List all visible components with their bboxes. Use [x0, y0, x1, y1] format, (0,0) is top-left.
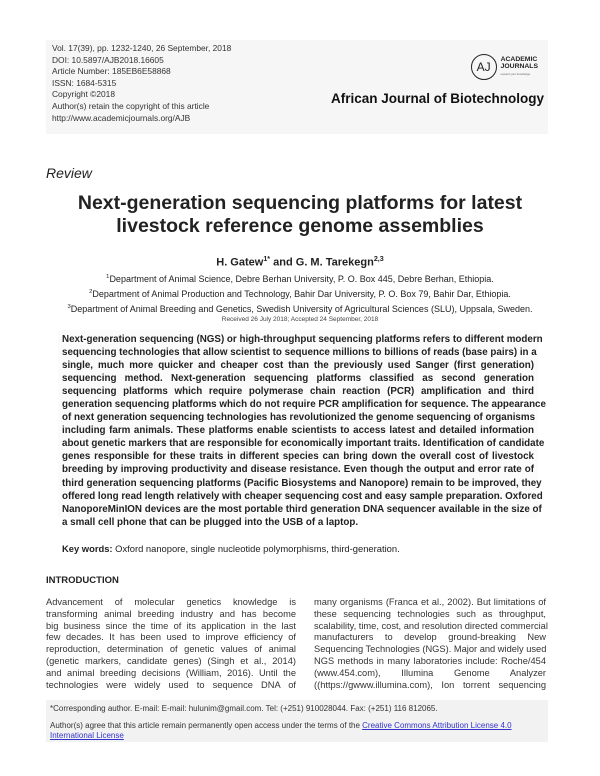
body-line: scalability, time, cost, and resolution directed commercial [314, 620, 548, 631]
body-line: transforming animal breeding industry and has become [46, 608, 296, 619]
authors [0, 255, 600, 269]
keywords [62, 543, 400, 554]
body-line: Advancement of molecular genetics knowledge is [46, 597, 296, 607]
body-line: NGS methods in many laboratories include: Roche/454 [314, 655, 546, 666]
body-line: big business since the time of its application in the last [46, 620, 296, 631]
abstract-line: Next-generation sequencing (NGS) or high-throughput sequencing platforms refers to different modern [62, 334, 543, 345]
abstract-line: about genetic markers that are responsible for economically important traits. Identification of candidate [62, 438, 545, 450]
keywords-label: Key words: [62, 543, 113, 554]
metadata-line: Copyright ©2018 [52, 89, 115, 100]
body-line: many organisms (Franca et al., 2002). But limitations of [314, 597, 546, 607]
metadata-line: Vol. 17(39), pp. 1232-1240, 26 September, 2018 [52, 43, 232, 53]
academic-journals-logo [471, 54, 538, 80]
abstract-line: including farm animals. These platforms enable scientists to access latest and detailed information [62, 425, 534, 437]
abstract-line: single, much more quicker and cheaper cost than the previously used Sanger (first generation) [62, 360, 534, 372]
metadata-line: Author(s) retain the copyright of this article [52, 100, 210, 111]
journal-header [46, 40, 548, 134]
section-heading: INTRODUCTION [46, 575, 119, 586]
affiliation: $^3$Department of Animal Breeding and Genetics, Swedish University of Agricultural Sciences (SLU), Uppsala, Sweden. [67, 304, 533, 314]
authors-and: and [270, 256, 296, 269]
abstract-line: genes responsible for these traits in different species can bring down the overall cost of livestock [62, 451, 534, 463]
aj-logo-icon: AJ [471, 54, 497, 80]
body-line: and animal breeding decisions (William, 2016). Until the [46, 667, 296, 678]
affiliations [0, 271, 600, 316]
affiliation: $^2$Department of Animal Production and Technology, Bahir Dar University, P. O. Box 79, Bahir Dar, Ethiopia. [89, 289, 511, 299]
abstract-line: offered long read length relatively with cheaper sequencing cost and easy sample preparation. Oxfored [62, 490, 543, 502]
author-2: G. M. Tarekegn [295, 256, 374, 269]
title-line: Next-generation sequencing platforms for latest [77, 192, 523, 214]
metadata-line: Article Number: 185EB6E58868 [52, 66, 171, 77]
corresponding-author: *Corresponding author. E-mail: E-mail: hulunim@gmail.com. Tel: (+251) 910028044. Fax: (+251) 116 812065. [50, 704, 438, 713]
metadata-line: ISSN: 1684-5315 [52, 77, 117, 88]
license-link[interactable]: Creative Commons Attribution License 4.0 International License [50, 721, 512, 740]
author-1-sup: 1* [263, 255, 271, 263]
body-line: Sequencing Technologies (NGS). Major and widely used [314, 644, 547, 655]
abstract-line: breeding by improving productivity and disease resistance. Even though the output and error rate of [62, 464, 534, 476]
metadata-line: DOI: 10.5897/AJB2018.16605 [52, 54, 164, 65]
body-line: ((https://gwww.illumina.com), Ion torrent sequencing [314, 679, 546, 690]
body-line: reproduction, determination of genetic values of animal [46, 644, 296, 655]
received-dates: Received 26 July 2018; Accepted 24 September, 2018 [221, 316, 379, 323]
logo-tagline: expand your knowledge [500, 71, 531, 76]
abstract-line: of next generation sequencing technologies has revolutionized the genome sequencing of organisms [62, 412, 536, 424]
abstract-line: sequencing technologies that allow scientist to sequence millions to billions of reads (base pairs) in a [62, 347, 537, 359]
article-title [0, 192, 600, 238]
body-line: technologies were widely used to sequence DNA of [46, 679, 296, 690]
body-line: few decades. It has been used to improve efficiency of [46, 632, 296, 643]
logo-line1: ACADEMIC [500, 55, 538, 63]
keywords-text: Oxford nanopore, single nucleotide polymorphisms, third-generation. [112, 543, 400, 554]
affiliation: $^1$Department of Animal Science, Debre Berhan University, P. O. Box 445, Debre Berhan, Ethiopia. [106, 274, 494, 284]
abstract-line: sequencing method. Next-generation sequencing platforms classified as second generation [62, 373, 534, 385]
journal-name: African Journal of Biotechnology [330, 91, 544, 106]
body-left-column [46, 597, 296, 691]
author-2-sup: 2,3 [373, 255, 384, 263]
body-line: (genetic markers, candidate genes) (Singh et al., 2014) [46, 655, 296, 666]
license-note: Author(s) agree that this article remain permanently open access under the terms of the Creative Commons Attribution License 4.0 International License [50, 721, 512, 740]
abstract-line: a small cell phone that can be plugged into the USB of a laptop. [62, 516, 359, 528]
body-line: manufacturers to develop ground-breaking New [314, 632, 546, 643]
article-type: Review [46, 165, 92, 181]
body-line: (www.454.com), Illumina Genome Analyzer [314, 667, 546, 678]
author-1: H. Gatew [216, 256, 264, 269]
logo-line2: JOURNALS [500, 63, 538, 71]
abstract-line: sequencing platforms which require polymerase chain reaction (PCR) amplification and third [62, 386, 534, 398]
abstract-line: generation sequencing platforms which do not require PCR amplification for sequence. The appearance [62, 399, 546, 411]
title-line: livestock reference genome assemblies [116, 215, 484, 237]
abstract [62, 333, 546, 529]
article-metadata [52, 43, 231, 124]
abstract-line: NanoporeMinION devices are the most portable third generation DNA sequencer available in the size of [62, 503, 542, 515]
body-line: these sequencing technologies such as throughput, [314, 608, 546, 619]
footnote-box [46, 700, 548, 742]
metadata-line[interactable]: http://www.academicjournals.org/AJB [52, 112, 191, 123]
body-right-column [314, 597, 546, 691]
abstract-line: third generation sequencing platforms (Pacific Biosystems and Nanopore) remain to be improved, they [62, 477, 542, 489]
